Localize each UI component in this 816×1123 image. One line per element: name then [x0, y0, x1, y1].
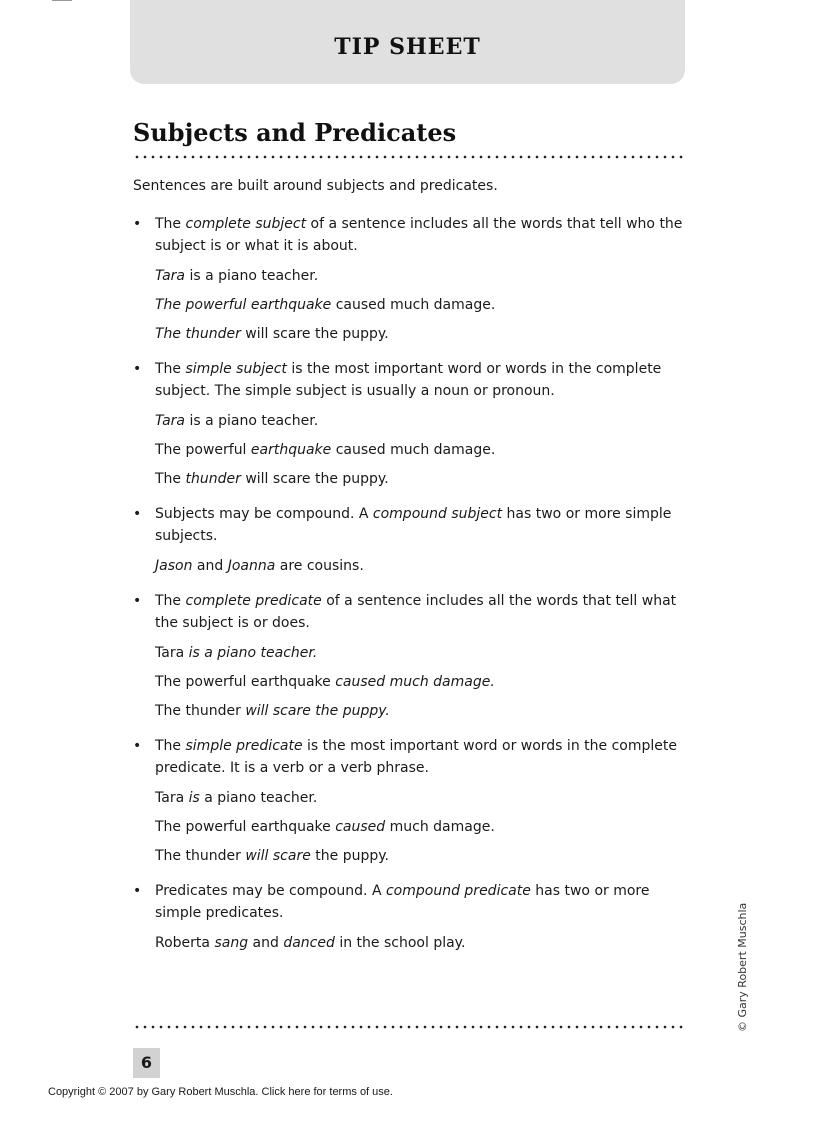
text-run: Tara: [155, 645, 189, 661]
tip-text: [155, 213, 693, 257]
side-credit: © Gary Robert Muschla: [736, 902, 749, 1032]
text-run: of a sentence includes all the words that tell who the subject is or what it is about.: [155, 216, 683, 254]
tip-item: [133, 503, 693, 577]
example-sentence: [155, 265, 693, 287]
example-sentence: [155, 410, 693, 432]
bullet-icon: •: [133, 361, 142, 377]
text-run: Roberta: [155, 935, 215, 951]
text-run: The: [155, 216, 186, 232]
italic-term: simple subject: [185, 361, 287, 377]
example-sentence: [155, 468, 693, 490]
text-run: will scare the puppy.: [240, 326, 389, 342]
text-run: is a piano teacher.: [185, 268, 319, 284]
example-sentence: [155, 294, 693, 316]
tip-item: [133, 880, 693, 954]
text-run: has two or more simple predicates.: [155, 883, 650, 921]
example-sentence: [155, 439, 693, 461]
italic-term: caused: [335, 819, 386, 835]
italic-term: Joanna: [227, 558, 276, 574]
text-run: has two or more simple subjects.: [155, 506, 672, 544]
italic-term: is: [188, 790, 200, 806]
tip-item: [133, 590, 693, 722]
text-run: The thunder: [155, 703, 246, 719]
italic-term: sang: [214, 935, 249, 951]
italic-term: The thunder: [155, 326, 241, 342]
tip-item: [133, 213, 693, 345]
bullet-icon: •: [133, 216, 142, 232]
page-number: 6: [133, 1048, 160, 1078]
page-corner-mark: [52, 0, 72, 1]
italic-term: is a piano teacher.: [188, 645, 318, 661]
example-sentence: [155, 323, 693, 345]
italic-term: complete predicate: [185, 593, 322, 609]
text-run: of a sentence includes all the words that tell what the subject is or does.: [155, 593, 677, 631]
italic-term: Jason: [155, 558, 193, 574]
example-sentence: [155, 816, 693, 838]
text-run: The: [155, 593, 186, 609]
italic-term: complete subject: [185, 216, 307, 232]
text-run: are cousins.: [275, 558, 364, 574]
tip-list: [133, 213, 693, 967]
text-run: much damage.: [385, 819, 495, 835]
tip-text: [155, 735, 693, 779]
italic-term: caused much damage.: [335, 674, 495, 690]
example-sentence: [155, 671, 693, 693]
copyright-link[interactable]: Copyright © 2007 by Gary Robert Muschla. Click here for terms of use.: [48, 1086, 393, 1098]
tip-text: [155, 358, 693, 402]
tip-sheet-banner: [130, 0, 685, 84]
tip-text: [155, 503, 693, 547]
text-run: Tara: [155, 790, 189, 806]
banner-title: TIP SHEET: [334, 34, 481, 60]
dotted-divider-top: [133, 154, 685, 160]
text-run: Predicates may be compound. A: [155, 883, 386, 899]
text-run: The: [155, 471, 186, 487]
bullet-icon: •: [133, 593, 142, 609]
text-run: in the school play.: [334, 935, 466, 951]
intro-text: Sentences are built around subjects and predicates.: [133, 178, 498, 194]
bullet-icon: •: [133, 506, 142, 522]
text-run: is the most important word or words in the complete subject. The simple subject is usually a noun or pronoun.: [155, 361, 662, 399]
text-run: The powerful earthquake: [155, 819, 336, 835]
tip-text: [155, 880, 693, 924]
example-sentence: [155, 700, 693, 722]
text-run: caused much damage.: [331, 442, 496, 458]
text-run: The powerful earthquake: [155, 674, 336, 690]
italic-term: thunder: [185, 471, 241, 487]
text-run: The: [155, 361, 186, 377]
text-run: the puppy.: [310, 848, 389, 864]
italic-term: danced: [283, 935, 335, 951]
italic-term: will scare the puppy.: [245, 703, 390, 719]
italic-term: Tara: [155, 268, 185, 284]
text-run: caused much damage.: [331, 297, 496, 313]
text-run: The powerful: [155, 442, 251, 458]
italic-term: simple predicate: [185, 738, 303, 754]
bullet-icon: •: [133, 738, 142, 754]
italic-term: will scare: [245, 848, 311, 864]
text-run: and: [192, 558, 228, 574]
text-run: The: [155, 738, 186, 754]
example-sentence: [155, 845, 693, 867]
text-run: and: [248, 935, 284, 951]
tip-item: [133, 358, 693, 490]
italic-term: earthquake: [250, 442, 332, 458]
text-run: The thunder: [155, 848, 246, 864]
example-sentence: [155, 555, 693, 577]
dotted-divider-bottom: [133, 1024, 685, 1030]
text-run: a piano teacher.: [199, 790, 318, 806]
tip-text: [155, 590, 693, 634]
text-run: is the most important word or words in the complete predicate. It is a verb or a verb phrase.: [155, 738, 677, 776]
italic-term: Tara: [155, 413, 185, 429]
example-sentence: [155, 932, 693, 954]
text-run: will scare the puppy.: [240, 471, 389, 487]
example-sentence: [155, 787, 693, 809]
bullet-icon: •: [133, 883, 142, 899]
italic-term: The powerful earthquake: [155, 297, 332, 313]
tip-item: [133, 735, 693, 867]
italic-term: compound predicate: [385, 883, 531, 899]
text-run: Subjects may be compound. A: [155, 506, 373, 522]
italic-term: compound subject: [372, 506, 503, 522]
text-run: is a piano teacher.: [185, 413, 319, 429]
page-heading: Subjects and Predicates: [133, 118, 457, 147]
example-sentence: [155, 642, 693, 664]
